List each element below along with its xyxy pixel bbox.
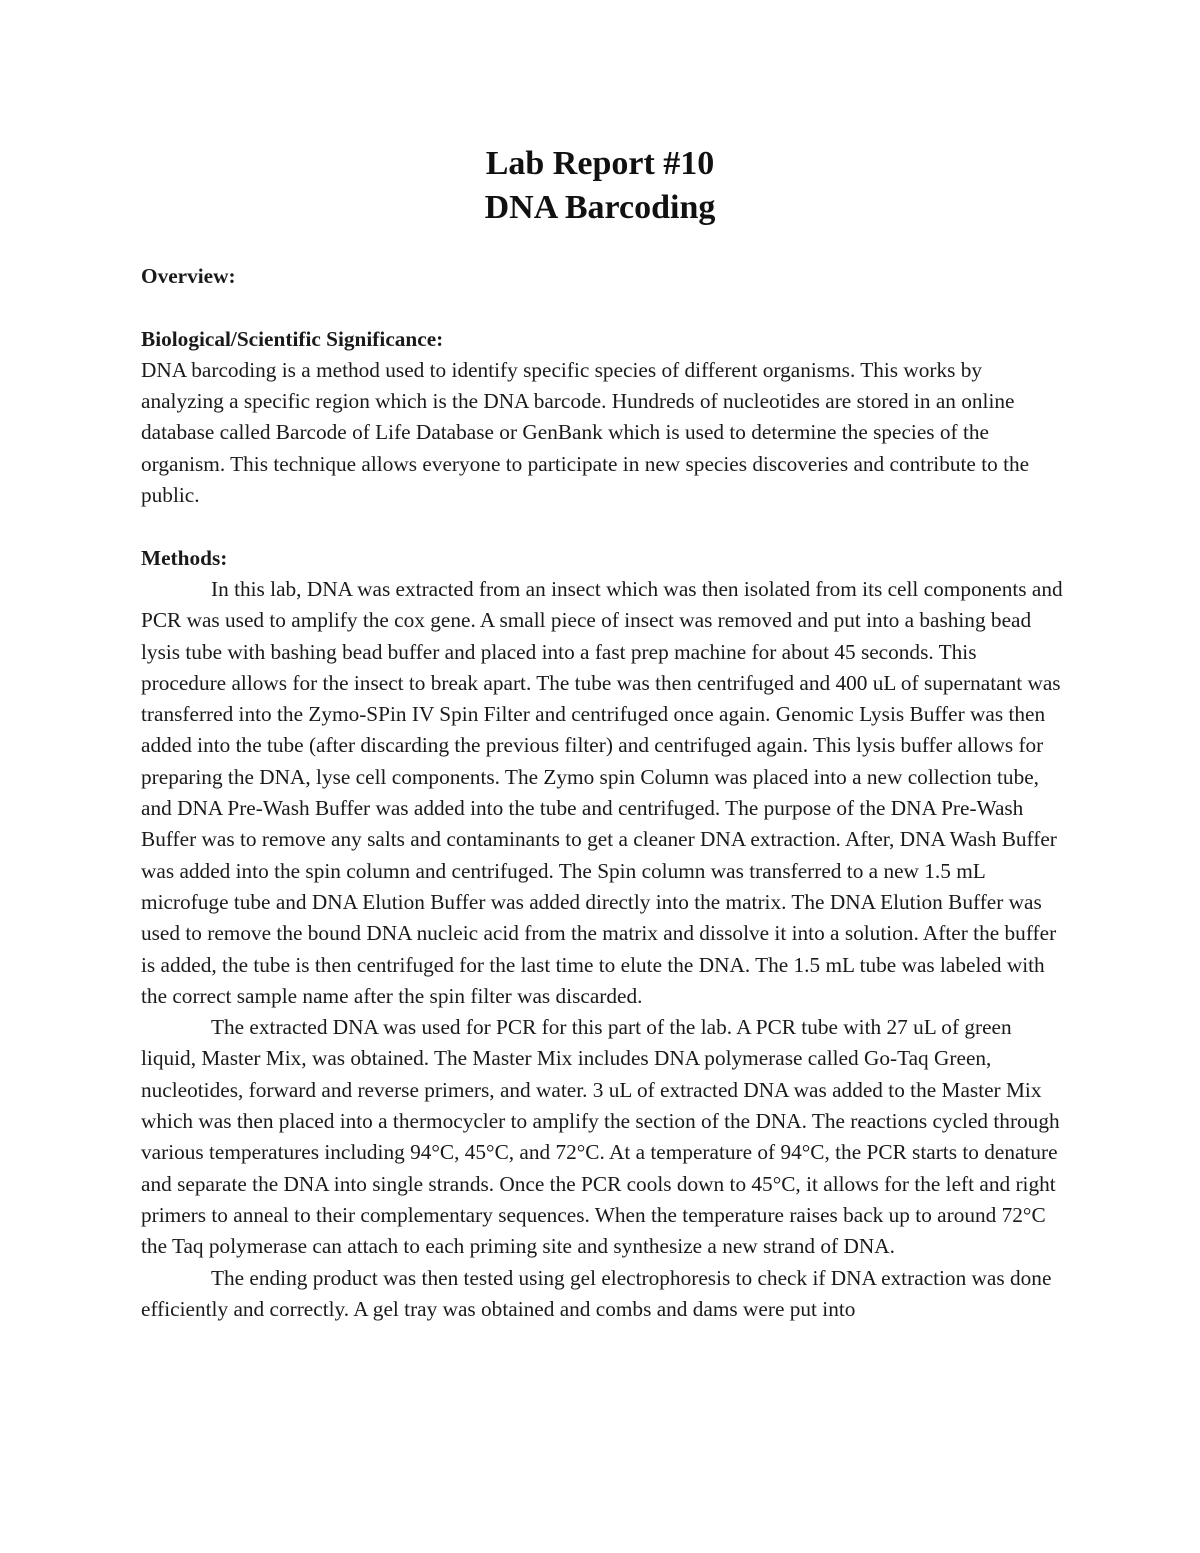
methods-paragraph-pcr: The extracted DNA was used for PCR for this part of the lab. A PCR tube with 27 uL of green liquid, Master Mix, was obtained. The Master Mix includes DNA polymerase called Go-Taq Green, nucleotides, forward and reverse primers, and water. 3 uL of extracted DNA was added to the Master Mix which was then placed into a thermocycler to amplify the section of the DNA. The reactions cycled through various temperatures including 94°C, 45°C, and 72°C. At a temperature of 94°C, the PCR starts to denature and separate the DNA into single strands. Once the PCR cools down to 45°C, it allows for the left and right primers to anneal to their complementary sequences. When the temperature raises back up to around 72°C the Taq polymerase can attach to each priming site and synthesize a new strand of DNA. (141, 1015, 1060, 1259)
significance-paragraph: DNA barcoding is a method used to identify specific species of different organisms. This works by analyzing a specific region which is the DNA barcode. Hundreds of nucleotides are stored in an online database called Barcode of Life Database or GenBank which is used to determine the species of the organism. This technique allows everyone to participate in new species discoveries and contribute to the public. (141, 357, 1030, 508)
methods-paragraph-gel: The ending product was then tested using gel electrophoresis to check if DNA extraction was done efficiently and correctly. A gel tray was obtained and combs and dams were put into (141, 1265, 1052, 1321)
methods-heading: Methods: (141, 545, 228, 570)
page-title: Lab Report #10 (485, 145, 715, 182)
significance-heading: Biological/Scientific Significance: (141, 326, 444, 351)
page-subtitle: DNA Barcoding (484, 189, 716, 226)
overview-heading: Overview: (141, 264, 236, 288)
spacer (141, 511, 1066, 542)
title-block (0, 142, 1200, 230)
document-body (141, 261, 1066, 1325)
spacer (141, 292, 1066, 323)
methods-paragraph-extraction: In this lab, DNA was extracted from an insect which was then isolated from its cell components and PCR was used to amplify the cox gene. A small piece of insect was removed and put into a bashing bead lysis tube with bashing bead buffer and placed into a fast prep machine for about 45 seconds. This procedure allows for the insect to break apart. The tube was then centrifuged and 400 uL of supernatant was transferred into the Zymo-SPin IV Spin Filter and centrifuged once again. Genomic Lysis Buffer was then added into the tube (after discarding the previous filter) and centrifuged again. This lysis buffer allows for preparing the DNA, lyse cell components. The Zymo spin Column was placed into a new collection tube, and DNA Pre-Wash Buffer was added into the tube and centrifuged. The purpose of the DNA Pre-Wash Buffer was to remove any salts and contaminants to get a cleaner DNA extraction. After, DNA Wash Buffer was added into the spin column and centrifuged. The Spin column was transferred to a new 1.5 mL microfuge tube and DNA Elution Buffer was added directly into the matrix. The DNA Elution Buffer was used to remove the bound DNA nucleic acid from the matrix and dissolve it into a solution. After the buffer is added, the tube is then centrifuged for the last time to elute the DNA. The 1.5 mL tube was labeled with the correct sample name after the spin filter was discarded. (141, 576, 1063, 1008)
